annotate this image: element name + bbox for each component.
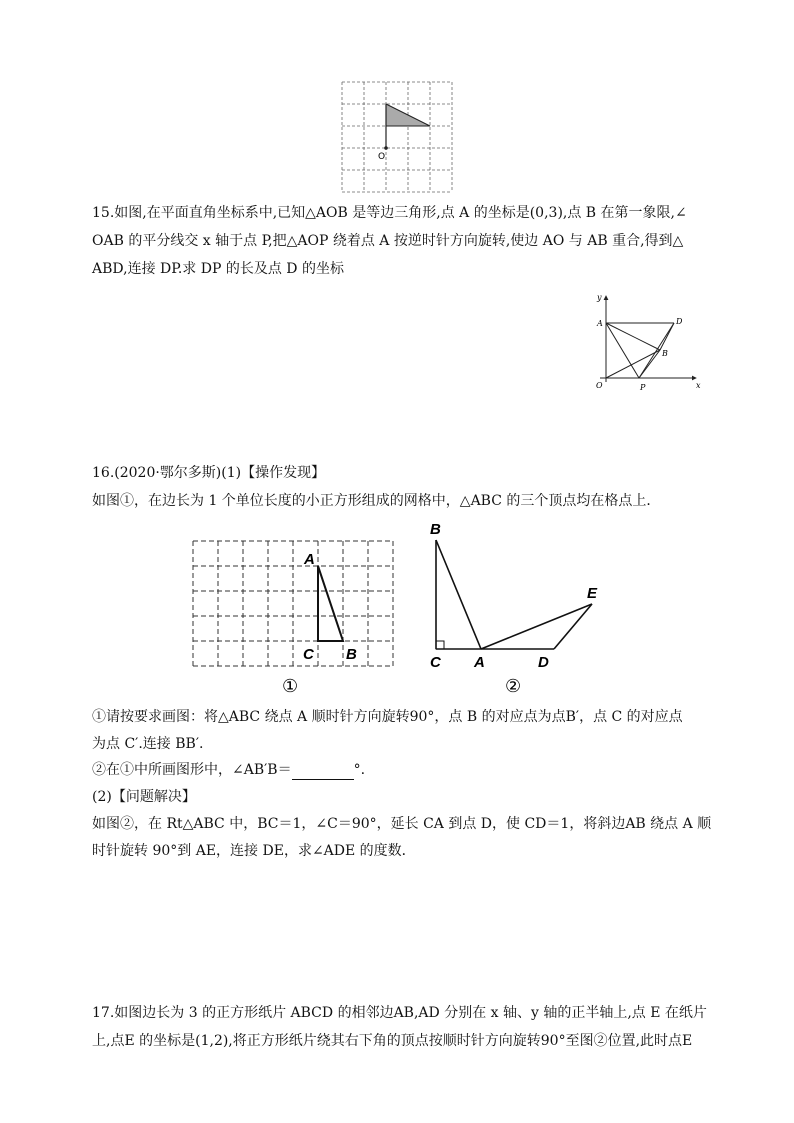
q16-grid-figure	[190, 538, 400, 698]
q16-triangle-figure	[420, 518, 610, 698]
fig16-1-label-A: A	[304, 551, 315, 568]
q16-sub2-prefix: ②在①中所画图形中，∠AB′B＝	[92, 762, 292, 778]
fig15-label-P: P	[640, 383, 646, 392]
answer-blank[interactable]	[292, 765, 354, 780]
fig15-label-D: D	[676, 317, 683, 326]
flag-origin-label: O	[378, 152, 386, 162]
right-angle-mark	[436, 641, 444, 649]
q16-header: 16.(2020·鄂尔多斯)(1)【操作发现】	[92, 465, 326, 481]
q16-part2-line1: 如图②，在 Rt△ABC 中，BC＝1，∠C＝90°，延长 CA 到点 D，使 CD＝1，将斜边AB 绕点 A 顺	[92, 816, 712, 832]
fig15-label-A: A	[597, 319, 603, 328]
fig15-label-O: O	[596, 381, 603, 390]
fig15-label-y: y	[597, 293, 602, 302]
q17-line2: 上,点E 的坐标是(1,2),将正方形纸片绕其右下角的顶点按顺时针方向旋转90°至图②位置,此时点E	[92, 1033, 693, 1049]
flag-grid-figure	[340, 80, 455, 195]
fig16-1-caption: ①	[282, 676, 299, 697]
triangle-ABC	[318, 566, 343, 641]
fig16-2-label-E: E	[587, 585, 598, 602]
q16-sub1-line-b: 为点 C′.连接 BB′.	[92, 736, 204, 752]
q16-sub1-line-a: ①请按要求画图：将△ABC 绕点 A 顺时针方向旋转90°，点 B 的对应点为点B′，点 C 的对应点	[92, 709, 683, 725]
fig16-2-label-D: D	[538, 654, 549, 671]
fig15-label-B: B	[662, 349, 668, 358]
q16-line1: 如图①，在边长为 1 个单位长度的小正方形组成的网格中，△ABC 的三个顶点均在格点上．	[92, 493, 661, 509]
fig16-2-caption: ②	[505, 676, 522, 697]
fig16-2-label-B: B	[430, 521, 441, 538]
q15-coordinate-figure	[592, 290, 704, 400]
q16-part2-line2: 时针旋转 90°到 AE，连接 DE，求∠ADE 的度数．	[92, 843, 416, 859]
fig15-label-x: x	[696, 381, 701, 390]
q16-part2-header: (2)【问题解决】	[92, 789, 196, 805]
fig16-1-label-C: C	[303, 646, 314, 663]
q16-sub2-suffix: °.	[353, 762, 366, 778]
q15-line1: 15.如图,在平面直角坐标系中,已知△AOB 是等边三角形,点 A 的坐标是(0,3),点 B 在第一象限,∠	[92, 205, 687, 221]
fig16-1-label-B: B	[346, 646, 357, 663]
q15-line3: ABD,连接 DP.求 DP 的长及点 D 的坐标	[92, 261, 344, 277]
fig16-2-label-C: C	[430, 654, 441, 671]
q16-sub2	[92, 760, 365, 780]
q17-line1: 17.如图边长为 3 的正方形纸片 ABCD 的相邻边AB,AD 分别在 x 轴、y 轴的正半轴上,点 E 在纸片	[92, 1005, 707, 1021]
q15-line2: OAB 的平分线交 x 轴于点 P,把△AOP 绕着点 A 按逆时针方向旋转,使边 AO 与 AB 重合,得到△	[92, 233, 684, 249]
fig16-2-label-A: A	[474, 654, 485, 671]
